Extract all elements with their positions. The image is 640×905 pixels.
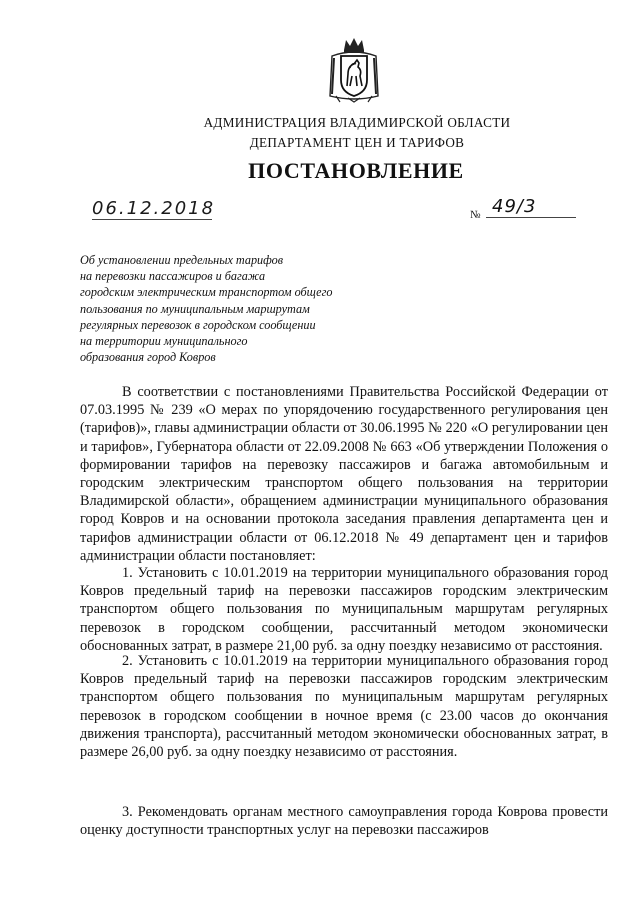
subject-line: пользования по муниципальным маршрутам bbox=[80, 301, 310, 316]
document-title: ПОСТАНОВЛЕНИЕ bbox=[248, 158, 464, 183]
subject-line: Об установлении предельных тарифов bbox=[80, 253, 284, 267]
department-name: ДЕПАРТАМЕНТ ЦЕН И ТАРИФОВ bbox=[249, 135, 465, 150]
document-number: 49/3 bbox=[486, 196, 576, 218]
clause-3-paragraph: 3. Рекомендовать органам местного самоуправления города Коврова провести оценку доступности транспортных услуг на перевозки пассажиров bbox=[80, 804, 608, 839]
subject-line: на перевозки пассажиров и багажа bbox=[80, 269, 266, 284]
preamble-paragraph: В соответствии с постановлениями Правительства Российской Федерации от 07.03.1995 № 239 «О мерах по упорядочению государственного регулирования цен (тарифов)», главы администрации области от 30.06.1995 № 220 «О регулировании цен и тарифов», Губернатора области от 22.09.2008 № 663 «Об утверждении Положения о формировании тарифов на перевозку пассажиров и багажа автомобильным и городским электрическим транспортом общего пользования на территории Владимирской области», обращением администрации муниципального образования город Ковров и на основании протокола заседания правления департамента цен и тарифов администрации области от 06.12.2018 № 49 департамент цен и тарифов администрации области постановляет: bbox=[80, 384, 608, 564]
document-date: 06.12.2018 bbox=[92, 198, 216, 219]
document-subject bbox=[80, 252, 400, 365]
subject-line: образования город Ковров bbox=[80, 350, 216, 365]
number-label: № bbox=[470, 209, 481, 221]
clause-1-paragraph: 1. Установить с 10.01.2019 на территории муниципального образования город Ковров предельный тариф на перевозки пассажиров городским электрическим транспортом общего пользования по муниципальным маршрутам регулярных перевозок в городском сообщении, рассчитанный методом экономически обоснованных затрат, в размере 21,00 руб. за одну поездку независимо от расстояния. bbox=[80, 565, 608, 654]
organization-name: АДМИНИСТРАЦИЯ ВЛАДИМИРСКОЙ ОБЛАСТИ bbox=[203, 115, 511, 130]
clause-2-paragraph: 2. Установить с 10.01.2019 на территории муниципального образования город Ковров предельный тариф на перевозки пассажиров городским электрическим транспортом общего пользования по муниципальным маршрутам регулярных перевозок в городском сообщении в ночное время (с 23.00 часов до окончания движения транспорта), рассчитанный методом экономически обоснованных затрат, в размере 26,00 руб. за одну поездку независимо от расстояния. bbox=[80, 653, 608, 761]
subject-line: регулярных перевозок в городском сообщении bbox=[80, 317, 316, 332]
subject-line: городским электрическим транспортом общего bbox=[80, 285, 333, 300]
coat-of-arms-icon bbox=[326, 36, 382, 104]
subject-line: на территории муниципального bbox=[80, 334, 248, 349]
